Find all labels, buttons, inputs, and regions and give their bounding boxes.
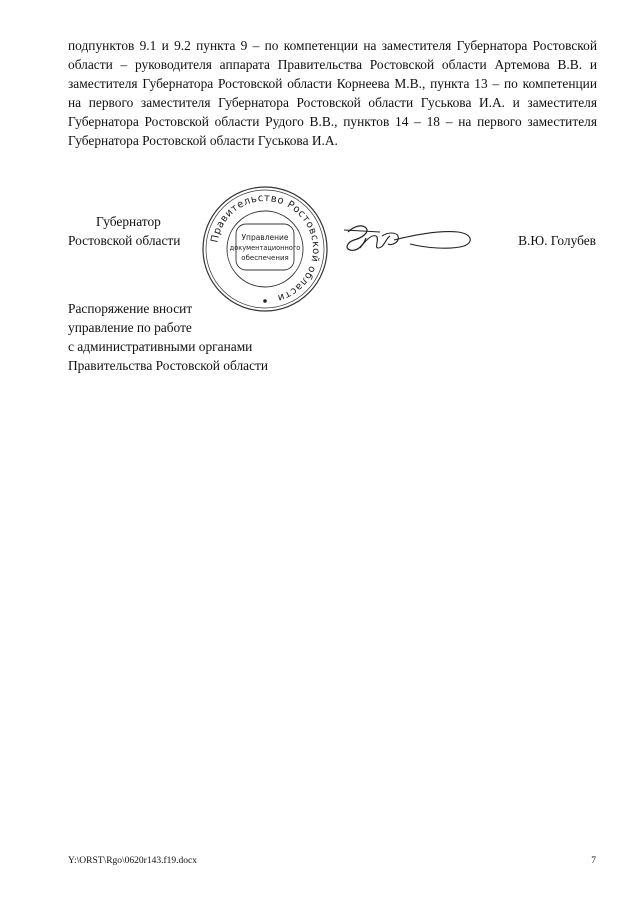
- footer-page-number: 7: [591, 856, 596, 866]
- issuer-line3: с административными органами: [68, 339, 253, 354]
- paragraph-text: подпунктов 9.1 и 9.2 пункта 9 – по компетенции на заместителя Губернатора Ростовской области – руководителя аппарата Правительства Ростовской области Артемова В.В. и заместителя Губернатора Ростовской области Корнеева М.В., пункта 13 – по компетенции на первого заместителя Губернатора Ростовской области Гуськова И.А. и заместителя Губернатора Ростовской области Рудого В.В., пунктов 14 – 18 – на первого заместителя Губернатора Ростовской области Гуськова И.А.: [68, 38, 597, 148]
- footer-file-path: Y:\ORST\Rgo\0620r143.f19.docx: [68, 856, 197, 866]
- seal-inner-line1: Управление: [241, 233, 289, 242]
- issuer-line2: управление по работе: [68, 320, 192, 335]
- seal-inner-line3: обеспечения: [241, 254, 289, 262]
- signatory-title: [68, 212, 208, 250]
- issuer-line4: Правительства Ростовской области: [68, 358, 269, 373]
- seal-outer-text: Правительство Ростовской области: [209, 192, 322, 304]
- signatory-title-line1: Губернатор: [96, 214, 161, 229]
- handwritten-signature: [340, 218, 480, 262]
- issuer-block: [68, 299, 368, 375]
- issuer-line1: Распоряжение вносит: [68, 301, 193, 316]
- body-paragraph: [68, 36, 597, 150]
- official-seal: [200, 184, 330, 314]
- signatory-title-line2: Ростовской области: [68, 233, 181, 248]
- signer-name: В.Ю. Голубев: [518, 233, 596, 248]
- seal-inner-line2: документационного: [229, 244, 301, 252]
